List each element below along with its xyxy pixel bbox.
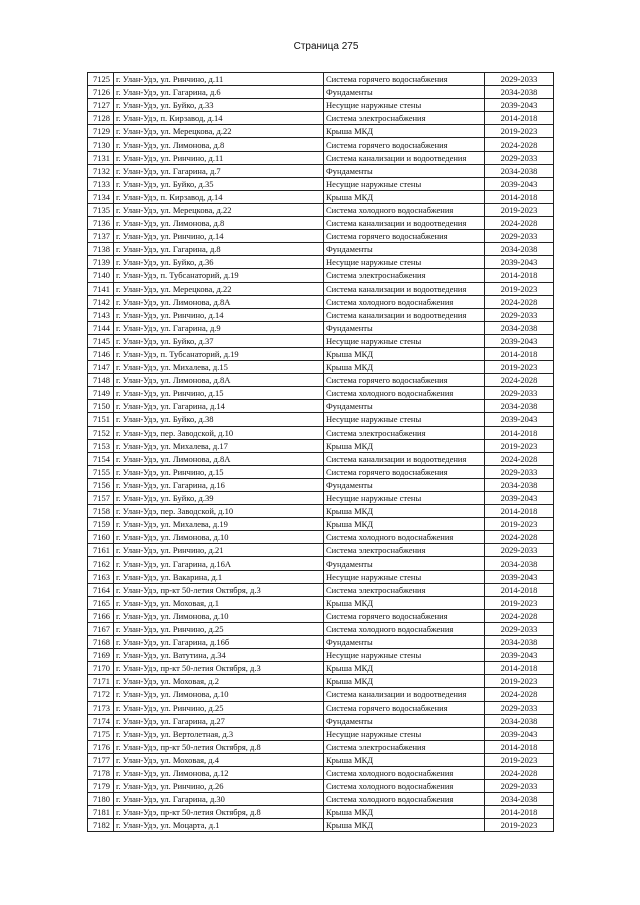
period-cell: 2029-2033 [485, 308, 554, 321]
row-number-cell: 7155 [88, 465, 114, 478]
work-type-cell: Система горячего водоснабжения [324, 609, 485, 622]
work-type-cell: Несущие наружные стены [324, 727, 485, 740]
address-cell: г. Улан-Удэ, ул. Гагарина, д.7 [114, 164, 324, 177]
address-cell: г. Улан-Удэ, ул. Гагарина, д.6 [114, 86, 324, 99]
work-type-cell: Несущие наружные стены [324, 334, 485, 347]
table-row [88, 112, 554, 125]
period-cell: 2014-2018 [485, 269, 554, 282]
table-row [88, 570, 554, 583]
row-number-cell: 7164 [88, 583, 114, 596]
address-cell: г. Улан-Удэ, ул. Гагарина, д.14 [114, 400, 324, 413]
period-cell: 2014-2018 [485, 662, 554, 675]
period-cell: 2024-2028 [485, 295, 554, 308]
work-type-cell: Несущие наружные стены [324, 570, 485, 583]
address-cell: г. Улан-Удэ, п. Кирзавод, д.14 [114, 112, 324, 125]
work-type-cell: Система горячего водоснабжения [324, 230, 485, 243]
period-cell: 2024-2028 [485, 609, 554, 622]
address-cell: г. Улан-Удэ, ул. Лимонова, д.8 [114, 138, 324, 151]
address-cell: г. Улан-Удэ, ул. Лимонова, д.8А [114, 452, 324, 465]
row-number-cell: 7169 [88, 649, 114, 662]
work-type-cell: Фундаменты [324, 714, 485, 727]
table-row [88, 86, 554, 99]
period-cell: 2024-2028 [485, 766, 554, 779]
period-cell: 2019-2023 [485, 125, 554, 138]
work-type-cell: Система горячего водоснабжения [324, 374, 485, 387]
row-number-cell: 7142 [88, 295, 114, 308]
row-number-cell: 7131 [88, 151, 114, 164]
row-number-cell: 7157 [88, 492, 114, 505]
period-cell: 2019-2023 [485, 203, 554, 216]
table-row [88, 780, 554, 793]
row-number-cell: 7145 [88, 334, 114, 347]
row-number-cell: 7154 [88, 452, 114, 465]
page-title: Страница 275 [293, 41, 359, 52]
table-row [88, 583, 554, 596]
work-type-cell: Система холодного водоснабжения [324, 295, 485, 308]
address-cell: г. Улан-Удэ, пер. Заводской, д.10 [114, 426, 324, 439]
work-type-cell: Крыша МКД [324, 596, 485, 609]
row-number-cell: 7174 [88, 714, 114, 727]
period-cell: 2019-2023 [485, 753, 554, 766]
table-row [88, 819, 554, 832]
address-cell: г. Улан-Удэ, ул. Буйко, д.38 [114, 413, 324, 426]
work-type-cell: Фундаменты [324, 557, 485, 570]
address-cell: г. Улан-Удэ, ул. Буйко, д.39 [114, 492, 324, 505]
address-cell: г. Улан-Удэ, ул. Ринчино, д.15 [114, 465, 324, 478]
period-cell: 2029-2033 [485, 151, 554, 164]
work-type-cell: Система электроснабжения [324, 740, 485, 753]
table-body [88, 73, 554, 832]
table-row [88, 73, 554, 86]
work-type-cell: Фундаменты [324, 400, 485, 413]
period-cell: 2019-2023 [485, 439, 554, 452]
table-row [88, 295, 554, 308]
address-cell: г. Улан-Удэ, ул. Вертолетная, д.3 [114, 727, 324, 740]
work-type-cell: Фундаменты [324, 86, 485, 99]
address-cell: г. Улан-Удэ, ул. Лимонова, д.12 [114, 766, 324, 779]
row-number-cell: 7136 [88, 217, 114, 230]
period-cell: 2034-2038 [485, 636, 554, 649]
table-row [88, 190, 554, 203]
row-number-cell: 7128 [88, 112, 114, 125]
row-number-cell: 7182 [88, 819, 114, 832]
table-row [88, 217, 554, 230]
row-number-cell: 7160 [88, 531, 114, 544]
address-cell: г. Улан-Удэ, ул. Гагарина, д.9 [114, 321, 324, 334]
address-cell: г. Улан-Удэ, ул. Гагарина, д.16 [114, 478, 324, 491]
period-cell: 2014-2018 [485, 583, 554, 596]
period-cell: 2039-2043 [485, 177, 554, 190]
address-cell: г. Улан-Удэ, пер. Заводской, д.10 [114, 505, 324, 518]
address-cell: г. Улан-Удэ, ул. Буйко, д.36 [114, 256, 324, 269]
work-type-cell: Система электроснабжения [324, 426, 485, 439]
period-cell: 2039-2043 [485, 413, 554, 426]
row-number-cell: 7134 [88, 190, 114, 203]
work-type-cell: Крыша МКД [324, 439, 485, 452]
work-type-cell: Несущие наружные стены [324, 413, 485, 426]
address-cell: г. Улан-Удэ, ул. Моховая, д.1 [114, 596, 324, 609]
table-row [88, 740, 554, 753]
address-cell: г. Улан-Удэ, ул. Моцарта, д.1 [114, 819, 324, 832]
address-cell: г. Улан-Удэ, ул. Ринчино, д.25 [114, 701, 324, 714]
work-type-cell: Несущие наружные стены [324, 177, 485, 190]
row-number-cell: 7163 [88, 570, 114, 583]
row-number-cell: 7149 [88, 387, 114, 400]
period-cell: 2034-2038 [485, 243, 554, 256]
period-cell: 2039-2043 [485, 570, 554, 583]
work-type-cell: Система холодного водоснабжения [324, 780, 485, 793]
row-number-cell: 7151 [88, 413, 114, 426]
row-number-cell: 7167 [88, 622, 114, 635]
work-type-cell: Система горячего водоснабжения [324, 465, 485, 478]
table-row [88, 413, 554, 426]
work-type-cell: Система электроснабжения [324, 544, 485, 557]
table-row [88, 308, 554, 321]
table-row [88, 505, 554, 518]
work-type-cell: Система электроснабжения [324, 269, 485, 282]
work-type-cell: Система электроснабжения [324, 112, 485, 125]
table-row [88, 99, 554, 112]
row-number-cell: 7165 [88, 596, 114, 609]
row-number-cell: 7170 [88, 662, 114, 675]
address-cell: г. Улан-Удэ, ул. Лимонова, д.8А [114, 295, 324, 308]
address-cell: г. Улан-Удэ, ул. Буйко, д.35 [114, 177, 324, 190]
work-type-cell: Система канализации и водоотведения [324, 282, 485, 295]
row-number-cell: 7146 [88, 347, 114, 360]
address-cell: г. Улан-Удэ, ул. Михалева, д.17 [114, 439, 324, 452]
address-cell: г. Улан-Удэ, ул. Буйко, д.33 [114, 99, 324, 112]
row-number-cell: 7140 [88, 269, 114, 282]
row-number-cell: 7138 [88, 243, 114, 256]
work-type-cell: Крыша МКД [324, 361, 485, 374]
work-type-cell: Несущие наружные стены [324, 492, 485, 505]
address-cell: г. Улан-Удэ, ул. Ринчино, д.26 [114, 780, 324, 793]
table-row [88, 688, 554, 701]
period-cell: 2019-2023 [485, 518, 554, 531]
row-number-cell: 7166 [88, 609, 114, 622]
address-cell: г. Улан-Удэ, ул. Мерецкова, д.22 [114, 203, 324, 216]
table-row [88, 793, 554, 806]
table-row [88, 622, 554, 635]
table-row [88, 727, 554, 740]
address-cell: г. Улан-Удэ, пр-кт 50-летия Октября, д.3 [114, 583, 324, 596]
table-row [88, 596, 554, 609]
table-row [88, 361, 554, 374]
table-row [88, 400, 554, 413]
row-number-cell: 7135 [88, 203, 114, 216]
work-type-cell: Система холодного водоснабжения [324, 531, 485, 544]
address-cell: г. Улан-Удэ, пр-кт 50-летия Октября, д.3 [114, 662, 324, 675]
address-cell: г. Улан-Удэ, ул. Мерецкова, д.22 [114, 282, 324, 295]
period-cell: 2024-2028 [485, 217, 554, 230]
period-cell: 2029-2033 [485, 465, 554, 478]
table-row [88, 203, 554, 216]
period-cell: 2019-2023 [485, 675, 554, 688]
work-type-cell: Система канализации и водоотведения [324, 308, 485, 321]
work-type-cell: Система холодного водоснабжения [324, 793, 485, 806]
period-cell: 2034-2038 [485, 164, 554, 177]
table-row [88, 334, 554, 347]
table-row [88, 426, 554, 439]
table-row [88, 177, 554, 190]
address-cell: г. Улан-Удэ, ул. Гагарина, д.16б [114, 636, 324, 649]
table-row [88, 544, 554, 557]
work-type-cell: Фундаменты [324, 243, 485, 256]
work-type-cell: Фундаменты [324, 478, 485, 491]
address-cell: г. Улан-Удэ, ул. Ринчино, д.21 [114, 544, 324, 557]
row-number-cell: 7139 [88, 256, 114, 269]
table-row [88, 531, 554, 544]
work-type-cell: Несущие наружные стены [324, 649, 485, 662]
table-row [88, 465, 554, 478]
address-cell: г. Улан-Удэ, ул. Ринчино, д.25 [114, 622, 324, 635]
table-row [88, 164, 554, 177]
period-cell: 2029-2033 [485, 701, 554, 714]
table-row [88, 714, 554, 727]
address-cell: г. Улан-Удэ, ул. Ринчино, д.11 [114, 151, 324, 164]
address-cell: г. Улан-Удэ, ул. Лимонова, д.10 [114, 688, 324, 701]
period-cell: 2029-2033 [485, 73, 554, 86]
table-row [88, 269, 554, 282]
period-cell: 2034-2038 [485, 86, 554, 99]
table-row [88, 151, 554, 164]
address-cell: г. Улан-Удэ, ул. Ватутина, д.34 [114, 649, 324, 662]
address-cell: г. Улан-Удэ, ул. Моховая, д.4 [114, 753, 324, 766]
row-number-cell: 7127 [88, 99, 114, 112]
row-number-cell: 7132 [88, 164, 114, 177]
row-number-cell: 7172 [88, 688, 114, 701]
period-cell: 2019-2023 [485, 819, 554, 832]
address-cell: г. Улан-Удэ, ул. Ринчино, д.14 [114, 230, 324, 243]
address-cell: г. Улан-Удэ, ул. Буйко, д.37 [114, 334, 324, 347]
row-number-cell: 7125 [88, 73, 114, 86]
row-number-cell: 7133 [88, 177, 114, 190]
period-cell: 2034-2038 [485, 793, 554, 806]
table-row [88, 282, 554, 295]
row-number-cell: 7126 [88, 86, 114, 99]
row-number-cell: 7147 [88, 361, 114, 374]
period-cell: 2029-2033 [485, 230, 554, 243]
table-row [88, 478, 554, 491]
period-cell: 2034-2038 [485, 714, 554, 727]
table-row [88, 347, 554, 360]
table-row [88, 243, 554, 256]
table-row [88, 701, 554, 714]
period-cell: 2024-2028 [485, 688, 554, 701]
address-cell: г. Улан-Удэ, п. Тубсанаторий, д.19 [114, 347, 324, 360]
row-number-cell: 7158 [88, 505, 114, 518]
address-cell: г. Улан-Удэ, п. Тубсанаторий, д.19 [114, 269, 324, 282]
period-cell: 2039-2043 [485, 334, 554, 347]
address-cell: г. Улан-Удэ, пр-кт 50-летия Октября, д.8 [114, 806, 324, 819]
table-row [88, 387, 554, 400]
address-cell: г. Улан-Удэ, ул. Ринчино, д.14 [114, 308, 324, 321]
work-type-cell: Несущие наружные стены [324, 99, 485, 112]
period-cell: 2014-2018 [485, 112, 554, 125]
work-type-cell: Несущие наружные стены [324, 256, 485, 269]
work-type-cell: Система холодного водоснабжения [324, 622, 485, 635]
work-type-cell: Фундаменты [324, 321, 485, 334]
period-cell: 2014-2018 [485, 347, 554, 360]
work-type-cell: Крыша МКД [324, 518, 485, 531]
table-row [88, 256, 554, 269]
address-cell: г. Улан-Удэ, ул. Вакарина, д.1 [114, 570, 324, 583]
work-type-cell: Крыша МКД [324, 190, 485, 203]
work-type-cell: Система канализации и водоотведения [324, 452, 485, 465]
row-number-cell: 7175 [88, 727, 114, 740]
table-row [88, 374, 554, 387]
period-cell: 2039-2043 [485, 492, 554, 505]
row-number-cell: 7176 [88, 740, 114, 753]
work-type-cell: Крыша МКД [324, 675, 485, 688]
row-number-cell: 7177 [88, 753, 114, 766]
address-cell: г. Улан-Удэ, ул. Ринчино, д.11 [114, 73, 324, 86]
work-type-cell: Система канализации и водоотведения [324, 688, 485, 701]
table-row [88, 452, 554, 465]
table-row [88, 492, 554, 505]
period-cell: 2019-2023 [485, 282, 554, 295]
period-cell: 2034-2038 [485, 478, 554, 491]
address-cell: г. Улан-Удэ, ул. Михалева, д.19 [114, 518, 324, 531]
table-row [88, 675, 554, 688]
row-number-cell: 7144 [88, 321, 114, 334]
work-type-cell: Крыша МКД [324, 347, 485, 360]
period-cell: 2014-2018 [485, 505, 554, 518]
row-number-cell: 7178 [88, 766, 114, 779]
period-cell: 2034-2038 [485, 321, 554, 334]
work-type-cell: Система холодного водоснабжения [324, 766, 485, 779]
work-type-cell: Система горячего водоснабжения [324, 701, 485, 714]
work-type-cell: Фундаменты [324, 636, 485, 649]
table-row [88, 125, 554, 138]
row-number-cell: 7179 [88, 780, 114, 793]
row-number-cell: 7159 [88, 518, 114, 531]
address-cell: г. Улан-Удэ, ул. Ринчино, д.15 [114, 387, 324, 400]
row-number-cell: 7181 [88, 806, 114, 819]
row-number-cell: 7153 [88, 439, 114, 452]
address-cell: г. Улан-Удэ, ул. Михалева, д.15 [114, 361, 324, 374]
address-cell: г. Улан-Удэ, ул. Гагарина, д.16А [114, 557, 324, 570]
row-number-cell: 7141 [88, 282, 114, 295]
period-cell: 2019-2023 [485, 361, 554, 374]
work-type-cell: Крыша МКД [324, 806, 485, 819]
address-cell: г. Улан-Удэ, пр-кт 50-летия Октября, д.8 [114, 740, 324, 753]
period-cell: 2014-2018 [485, 426, 554, 439]
row-number-cell: 7150 [88, 400, 114, 413]
row-number-cell: 7152 [88, 426, 114, 439]
table-row [88, 649, 554, 662]
row-number-cell: 7162 [88, 557, 114, 570]
work-type-cell: Система горячего водоснабжения [324, 138, 485, 151]
row-number-cell: 7156 [88, 478, 114, 491]
row-number-cell: 7171 [88, 675, 114, 688]
work-type-cell: Крыша МКД [324, 753, 485, 766]
work-type-cell: Система электроснабжения [324, 583, 485, 596]
period-cell: 2039-2043 [485, 727, 554, 740]
period-cell: 2024-2028 [485, 374, 554, 387]
row-number-cell: 7168 [88, 636, 114, 649]
address-cell: г. Улан-Удэ, ул. Мерецкова, д.22 [114, 125, 324, 138]
table-row [88, 806, 554, 819]
table-row [88, 766, 554, 779]
address-cell: г. Улан-Удэ, ул. Моховая, д.2 [114, 675, 324, 688]
period-cell: 2024-2028 [485, 138, 554, 151]
table-row [88, 518, 554, 531]
table-row [88, 321, 554, 334]
works-table [87, 72, 554, 832]
address-cell: г. Улан-Удэ, ул. Лимонова, д.10 [114, 609, 324, 622]
period-cell: 2024-2028 [485, 531, 554, 544]
table-row [88, 753, 554, 766]
work-type-cell: Фундаменты [324, 164, 485, 177]
period-cell: 2029-2033 [485, 780, 554, 793]
row-number-cell: 7143 [88, 308, 114, 321]
address-cell: г. Улан-Удэ, ул. Гагарина, д.8 [114, 243, 324, 256]
period-cell: 2014-2018 [485, 740, 554, 753]
period-cell: 2029-2033 [485, 544, 554, 557]
work-type-cell: Крыша МКД [324, 662, 485, 675]
row-number-cell: 7161 [88, 544, 114, 557]
work-type-cell: Система канализации и водоотведения [324, 217, 485, 230]
address-cell: г. Улан-Удэ, ул. Лимонова, д.8А [114, 374, 324, 387]
period-cell: 2034-2038 [485, 557, 554, 570]
row-number-cell: 7130 [88, 138, 114, 151]
address-cell: г. Улан-Удэ, ул. Гагарина, д.30 [114, 793, 324, 806]
period-cell: 2019-2023 [485, 596, 554, 609]
work-type-cell: Крыша МКД [324, 125, 485, 138]
work-type-cell: Система холодного водоснабжения [324, 387, 485, 400]
work-type-cell: Система холодного водоснабжения [324, 203, 485, 216]
address-cell: г. Улан-Удэ, п. Кирзавод, д.14 [114, 190, 324, 203]
period-cell: 2024-2028 [485, 452, 554, 465]
period-cell: 2039-2043 [485, 649, 554, 662]
work-type-cell: Крыша МКД [324, 819, 485, 832]
work-type-cell: Система горячего водоснабжения [324, 73, 485, 86]
row-number-cell: 7180 [88, 793, 114, 806]
work-type-cell: Система канализации и водоотведения [324, 151, 485, 164]
period-cell: 2014-2018 [485, 806, 554, 819]
period-cell: 2034-2038 [485, 400, 554, 413]
address-cell: г. Улан-Удэ, ул. Лимонова, д.8 [114, 217, 324, 230]
row-number-cell: 7129 [88, 125, 114, 138]
row-number-cell: 7148 [88, 374, 114, 387]
period-cell: 2029-2033 [485, 622, 554, 635]
table-row [88, 636, 554, 649]
table-row [88, 609, 554, 622]
address-cell: г. Улан-Удэ, ул. Лимонова, д.10 [114, 531, 324, 544]
address-cell: г. Улан-Удэ, ул. Гагарина, д.27 [114, 714, 324, 727]
table-row [88, 138, 554, 151]
table-row [88, 662, 554, 675]
row-number-cell: 7137 [88, 230, 114, 243]
period-cell: 2039-2043 [485, 99, 554, 112]
period-cell: 2029-2033 [485, 387, 554, 400]
period-cell: 2014-2018 [485, 190, 554, 203]
table-row [88, 557, 554, 570]
table-row [88, 230, 554, 243]
table-row [88, 439, 554, 452]
row-number-cell: 7173 [88, 701, 114, 714]
period-cell: 2039-2043 [485, 256, 554, 269]
work-type-cell: Крыша МКД [324, 505, 485, 518]
